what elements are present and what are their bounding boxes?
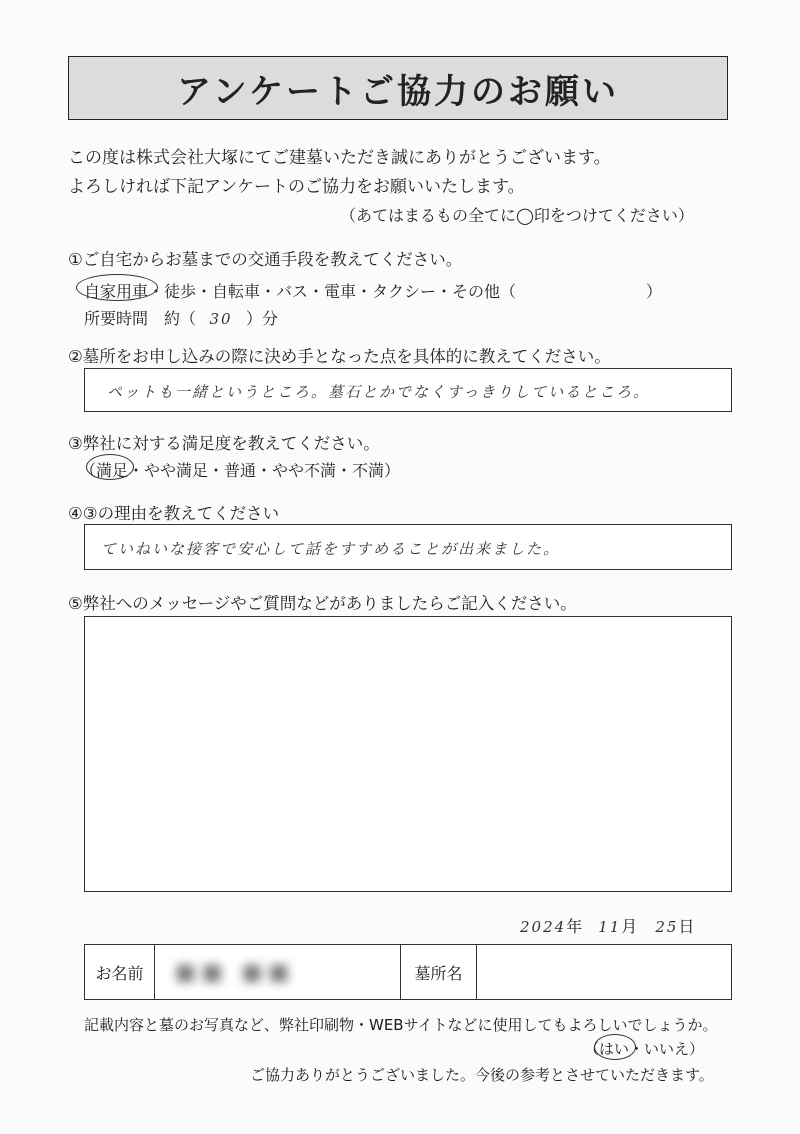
- q4-question: ④③の理由を教えてください: [68, 504, 280, 523]
- q4-answer: ていねいな接客で安心して話をすすめることが出来ました。: [101, 540, 561, 558]
- date-line: [520, 914, 694, 937]
- q1-time-unit: ）分: [246, 309, 279, 328]
- intro-line-1: この度は株式会社大塚にてご建墓いただき誠にありがとうございます。: [68, 148, 611, 168]
- q3-options-open: （: [80, 461, 97, 480]
- name-value: ■■ ■■: [175, 959, 296, 985]
- date-year-unit: 年: [566, 917, 583, 936]
- q3-question: ③弊社に対する満足度を教えてください。: [68, 434, 380, 453]
- date-day-unit: 日: [678, 917, 695, 936]
- q2-answer: ペットも一緒というところ。墓石とかでなくすっきりしているところ。: [107, 383, 651, 401]
- q2-question: ②墓所をお申し込みの際に決め手となった点を具体的に教えてください。: [68, 347, 611, 366]
- q1-options: [84, 279, 662, 302]
- q3-option-selected[interactable]: 満足: [96, 461, 129, 480]
- consent-selection-circle: [594, 1034, 636, 1060]
- q1-time: [84, 306, 278, 329]
- plot-value-cell[interactable]: [477, 945, 731, 999]
- q5-question: ⑤弊社へのメッセージやご質問などがありましたらご記入ください。: [68, 594, 577, 613]
- date-month-unit: 月: [621, 917, 638, 936]
- q1-option-rest: ・徒歩・自転車・バス・電車・タクシー・その他（: [148, 282, 517, 301]
- closing-text: ご協力ありがとうございました。今後の参考とさせていただきます。: [250, 1066, 714, 1084]
- consent-yes[interactable]: はい: [599, 1040, 630, 1058]
- q2-answer-box[interactable]: [84, 368, 732, 412]
- q1-time-label: 所要時間 約（: [84, 309, 197, 328]
- name-value-cell[interactable]: [155, 945, 401, 999]
- consent-open: （: [584, 1040, 600, 1058]
- q1-time-value[interactable]: 30: [209, 310, 233, 328]
- q5-answer-box[interactable]: [84, 616, 732, 892]
- consent-question: 記載内容と墓のお写真など、弊社印刷物・WEBサイトなどに使用してもよろしいでしょうか。: [84, 1016, 718, 1034]
- name-label-cell: [85, 945, 155, 999]
- page-title: アンケートご協力のお願い: [177, 71, 619, 112]
- name-table: [84, 944, 732, 1000]
- date-month[interactable]: 11: [598, 918, 622, 936]
- title-banner: [68, 56, 728, 120]
- q4-answer-box[interactable]: [84, 524, 732, 570]
- name-label: お名前: [95, 963, 144, 983]
- date-year[interactable]: 2024: [520, 918, 567, 936]
- date-day[interactable]: 25: [655, 918, 679, 936]
- q1-selection-circle: [76, 274, 158, 301]
- plot-label: 墓所名: [414, 963, 463, 983]
- q1-question: ①ご自宅からお墓までの交通手段を教えてください。: [68, 250, 463, 269]
- intro-line-2: よろしければ下記アンケートのご協力をお願いいたします。: [68, 177, 525, 197]
- q3-option-rest: ・やや満足・普通・やや不満・不満）: [128, 461, 401, 480]
- intro-note: （あてはまるもの全てに◯印をつけてください）: [340, 206, 694, 225]
- q1-option-selected[interactable]: 自家用車: [84, 282, 149, 301]
- q3-selection-circle: [86, 454, 134, 480]
- q1-option-close: ）: [646, 282, 663, 301]
- plot-label-cell: [401, 945, 477, 999]
- consent-rest: ・いいえ）: [629, 1040, 705, 1058]
